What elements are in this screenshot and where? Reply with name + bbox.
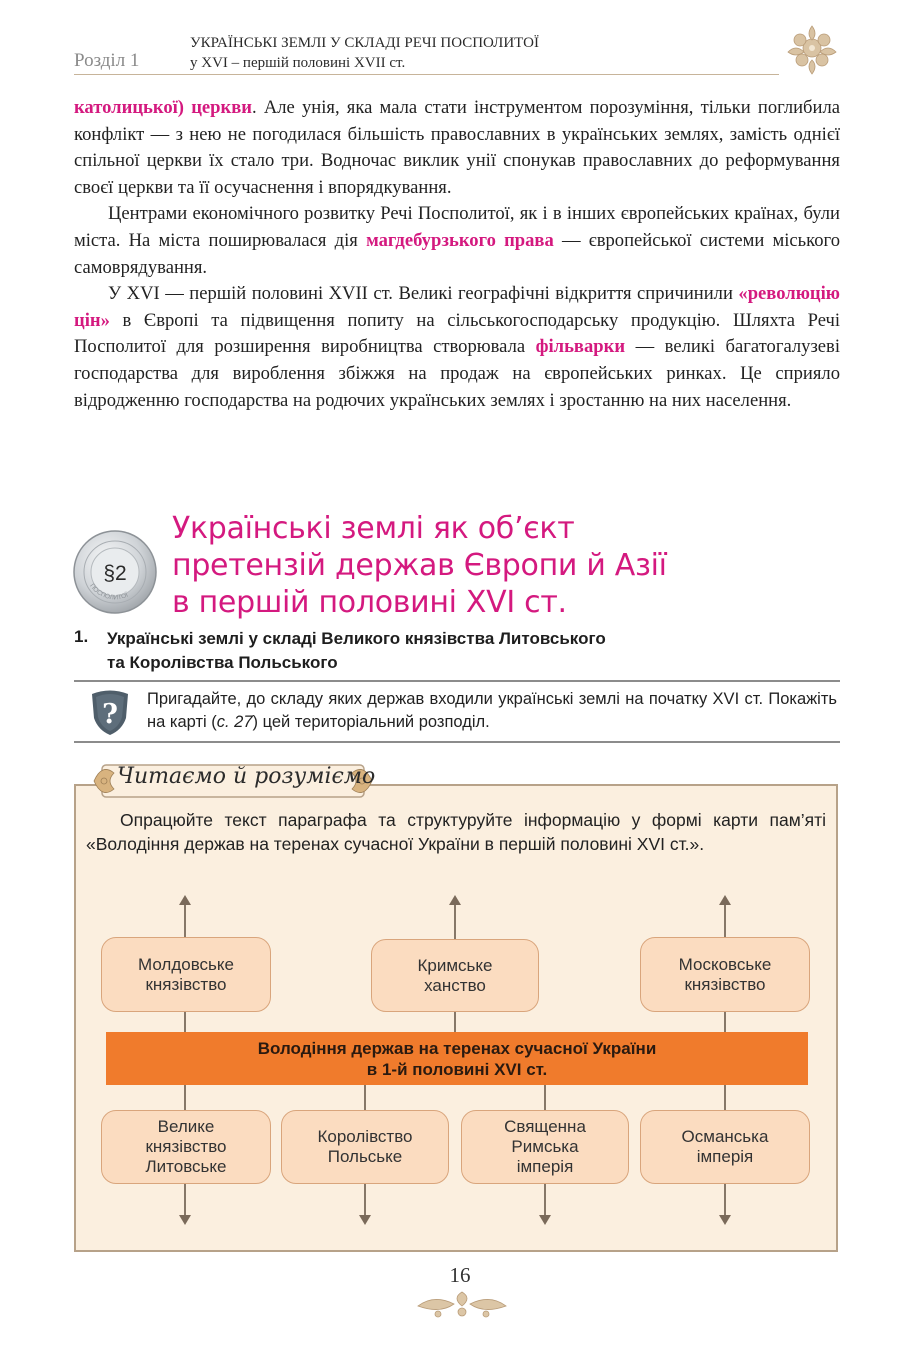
node-ottoman-empire — [640, 1110, 810, 1184]
node-text: Велике — [157, 1117, 215, 1136]
paragraph-3-text-b: в Європі та підвищення попиту на сільськогосподарську продукцію. Шляхта Речі Посполитої для розширення виробництва створювала — [74, 309, 840, 358]
node-holy-roman-empire — [461, 1110, 629, 1184]
recall-question — [147, 688, 837, 734]
subsection-title — [107, 627, 606, 675]
running-title — [190, 33, 539, 73]
node-text: князівство — [145, 1137, 227, 1156]
paragraph-1 — [74, 95, 840, 201]
page-number: 16 — [449, 1263, 471, 1287]
paragraph-3 — [74, 281, 840, 414]
node-text: князівство — [684, 974, 766, 994]
section-title — [172, 510, 667, 621]
node-text: імперія — [696, 1147, 754, 1166]
center-line2: в 1-й половині XVI ст. — [366, 1059, 548, 1079]
recall-text-a: Пригадайте, до складу яких держав входили українські землі на початку XVI ст. Покажіть на карті ( — [147, 690, 837, 731]
node-text: ханство — [424, 975, 486, 995]
section-coin-icon — [72, 529, 158, 615]
paragraph-2-text-b: — європейської системи міського самоврядування. — [74, 229, 840, 278]
running-title-line1: УКРАЇНСЬКІ ЗЕМЛІ У СКЛАДІ РЕЧІ ПОСПОЛИТОЇ — [190, 35, 539, 51]
footer-ornament-icon — [414, 1288, 510, 1320]
floral-ornament-icon — [782, 22, 842, 78]
section-label: Розділ 1 — [74, 50, 140, 71]
node-text: князівство — [145, 974, 227, 994]
paragraph-2 — [74, 201, 840, 281]
section-title-line2: претензій держав Європи й Азії — [172, 548, 667, 583]
map-page-reference[interactable]: с. 27 — [216, 713, 253, 731]
node-text: Молдовське — [137, 954, 234, 974]
header-rule — [74, 74, 779, 75]
node-text: Османська — [681, 1127, 769, 1146]
node-moscow-principality — [640, 937, 810, 1012]
node-text: Римська — [511, 1137, 579, 1156]
running-title-line2: у XVI – першій половині XVII ст. — [190, 55, 406, 71]
node-text: Польське — [327, 1147, 403, 1166]
term-price-revolution: «революцію цін» — [74, 283, 840, 331]
body-text — [74, 95, 840, 414]
node-text: Священна — [504, 1117, 586, 1136]
section-title-line1: Українські землі як об’єкт — [172, 511, 575, 546]
activity-instruction: Опрацюйте текст параграфа та структуруйте інформацію у формі карти пам’яті «Володіння держав на теренах сучасної України в першій половині XVI ст.». — [86, 810, 826, 854]
paragraph-1-text: . Але унія, яка мала стати інструментом порозуміння, тільки поглибила конфлікт — з нею не погодилася більшість православних в українських землях, замість однієї спільної церкви їх стало три. Водночас виклик унії спонукав православних до реформування своєї церкви та її осучаснення і впорядкування. — [74, 97, 840, 198]
node-kingdom-poland — [281, 1110, 449, 1184]
node-text: імперія — [516, 1157, 574, 1176]
node-text: Кримське — [417, 955, 493, 975]
node-crimean-khanate — [371, 939, 539, 1012]
node-moldavian-principality — [101, 937, 271, 1012]
node-text: Московське — [678, 954, 772, 974]
term-catholic-church: католицької) церкви — [74, 97, 252, 118]
subsection-title-line1: Українські землі у складі Великого князівства Литовського — [107, 629, 606, 648]
subsection-title-line2: та Королівства Польського — [107, 653, 338, 672]
node-text: Королівство — [317, 1127, 413, 1146]
section-title-line3: в першій половині XVI ст. — [172, 585, 567, 620]
coin-inscription: ПОСПОЛИТОЇ — [88, 582, 130, 602]
node-grand-duchy-lithuania — [101, 1110, 271, 1184]
recall-text-b: ) цей територіальний розподіл. — [252, 713, 490, 731]
svg-text:?: ? — [102, 699, 118, 730]
term-folwarks: фільварки — [535, 336, 626, 358]
center-line1: Володіння держав на теренах сучасної України — [257, 1038, 657, 1058]
recall-bottom-rule — [74, 741, 840, 743]
mind-map-center — [106, 1032, 808, 1085]
question-shield-icon — [88, 688, 132, 736]
term-magdeburg-law: магдебурзького права — [366, 229, 554, 251]
activity-label: Читаємо й розуміємо — [117, 764, 376, 789]
section-badge: §2 — [103, 562, 127, 585]
subsection-number: 1. — [74, 627, 89, 646]
paragraph-3-text-a: У XVI — першій половині XVII ст. Великі географічні відкриття спричинили — [108, 283, 739, 305]
recall-top-rule — [74, 680, 840, 682]
paragraph-3-text-c: — великі багатогалузеві господарства для вироблення збіжжя на продаж на європейських ринках. Це сприяло відродженню господарства на родючих українських землях і зростанню на них населення. — [74, 336, 840, 411]
paragraph-2-text-a: Центрами економічного розвитку Речі Посполитої, як і в інших європейських країнах, були міста. На міста поширювалася дія — [74, 203, 840, 251]
node-text: Литовське — [145, 1157, 227, 1176]
